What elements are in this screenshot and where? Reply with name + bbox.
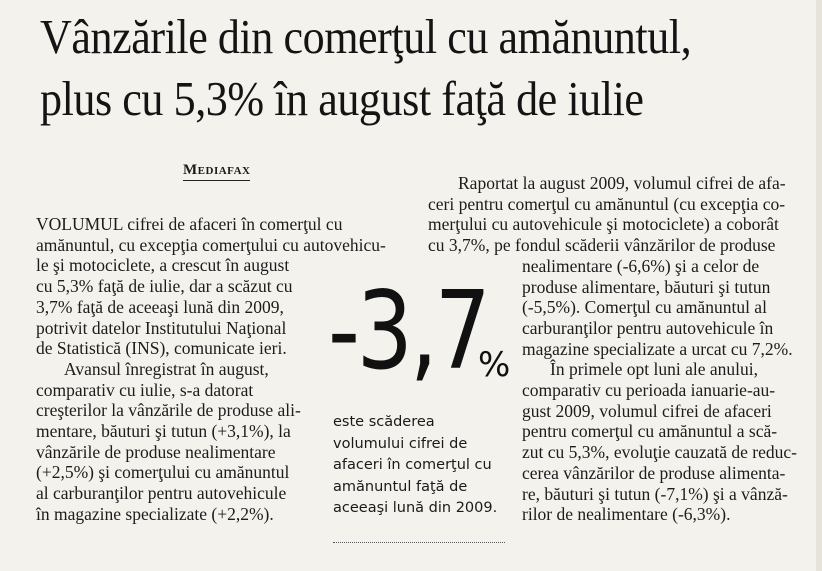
text-line: cu 5,3% faţă de iulie, dar a scăzut cu [36, 276, 293, 297]
caption-line: volumului cifrei de [333, 435, 468, 452]
text-line: ceri pentru comerţul cu amănuntul (cu excepţia co- [428, 193, 786, 214]
text-line: pentru comerţul cu amănuntul a scă- [522, 421, 778, 442]
text-line: Avansul înregistrat în august, [64, 358, 269, 379]
text-line: În primele opt luni ale anului, [550, 359, 759, 380]
byline: Mediafax [183, 162, 250, 181]
text-line: cu 3,7%, pe fondul scăderii vânzărilor de produse [428, 235, 776, 256]
text-line: potrivit datelor Institutului Naţional [36, 317, 287, 338]
text-line: (-5,5%). Comerţul cu amănuntul al [522, 297, 767, 318]
text-line: comparativ cu iulie, s-a datorat [36, 379, 254, 400]
text-line: cerea vânzărilor de produse alimenta- [522, 462, 786, 483]
caption-line: aceeaşi lună din 2009. [333, 500, 498, 516]
headline [40, 6, 733, 130]
text-line: comparativ cu perioada ianuarie-au- [522, 380, 776, 401]
text-line: le şi motociclete, a crescut în august [36, 255, 290, 276]
text-line: re, băuturi şi tutun (-7,1%) şi a vânză- [522, 483, 788, 504]
callout-caption [333, 412, 509, 520]
text-line: de Statistică (INS), comunicate ieri. [36, 338, 287, 359]
text-line: produse alimentare, băuturi şi tutun [522, 276, 771, 297]
text-line: zut cu 5,3%, evoluţie cauzată de reduc- [522, 442, 798, 463]
text-line: amănuntul, cu excepţia comerţului cu autovehicu- [36, 234, 386, 255]
text-line: VOLUMUL cifrei de afaceri în comerţul cu [36, 214, 343, 234]
headline-line-1: Vânzările din comerţul cu amănuntul, [40, 9, 692, 64]
text-line: (+2,5%) şi comerţului cu amănuntul [36, 462, 290, 483]
text-line: al carburanţilor pentru autovehicule [36, 483, 287, 504]
text-line: magazine specializate a urcat cu 7,2%. [522, 338, 793, 359]
caption-line: amănuntul faţă de [333, 478, 468, 495]
text-line: nealimentare (-6,6%) şi a celor de [522, 255, 760, 276]
caption-line: este scăderea [333, 414, 435, 430]
page-edge [816, 0, 822, 571]
text-line: gust 2009, volumul cifrei de afaceri [522, 400, 772, 421]
caption-line: afaceri în comerţul cu [333, 457, 492, 473]
callout-value: -3,7 [328, 269, 488, 394]
text-line: mentare, băuturi şi tutun (+3,1%), la [36, 421, 291, 442]
text-line: rilor de nealimentare (-6,3%). [522, 504, 731, 525]
callout-unit: % [478, 345, 511, 385]
text-line: în magazine specializate (+2,2%). [36, 503, 274, 524]
text-line: vânzările de produse nealimentare [36, 441, 276, 462]
text-line: 3,7% faţă de aceeaşi lună din 2009, [36, 296, 284, 317]
caption-divider [333, 542, 505, 543]
text-line: carburanţilor pentru autovehicule în [522, 317, 774, 338]
headline-line-2: plus cu 5,3% în august faţă de iulie [40, 71, 644, 126]
text-line: creşterilor la vânzările de produse ali- [36, 400, 301, 421]
text-line: merţului cu autovehicule şi motociclete) a coborât [428, 214, 779, 235]
text-line: Raportat la august 2009, volumul cifrei de afa- [458, 173, 786, 193]
